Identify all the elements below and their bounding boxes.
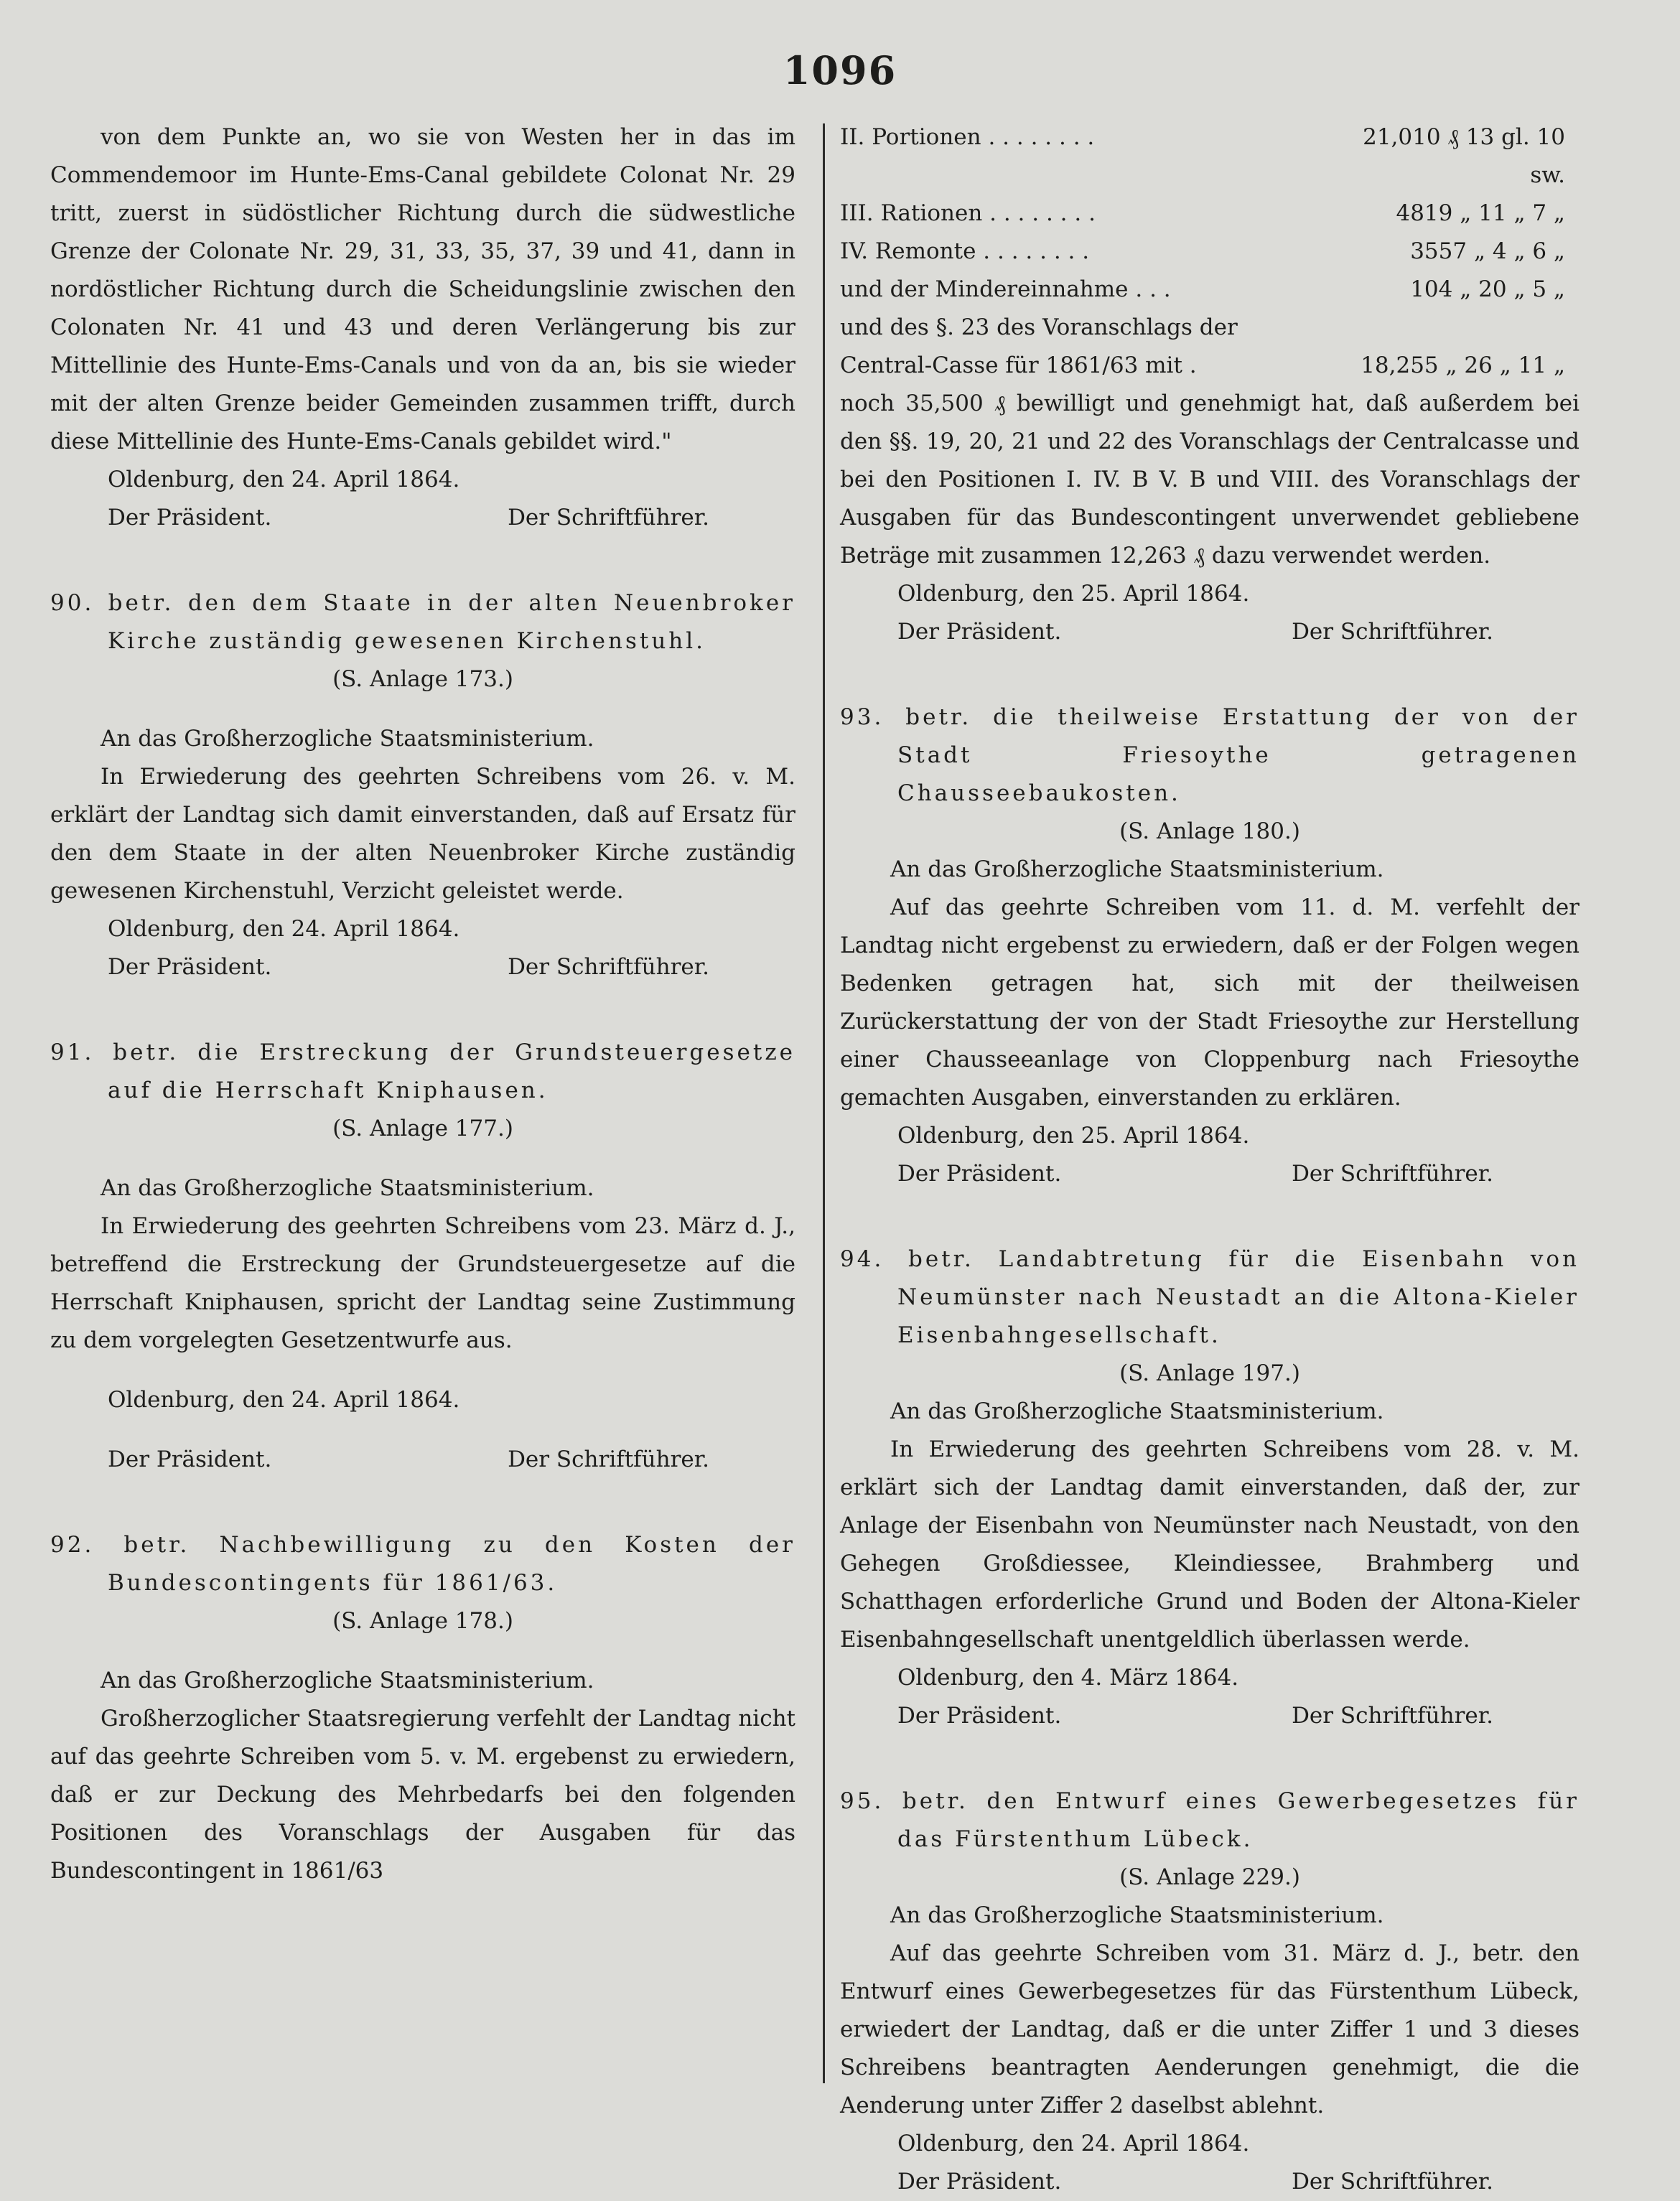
position-label: Central-Casse für 1861/63 mit . — [840, 352, 1197, 378]
section-93-body: Auf das geehrte Schreiben vom 11. d. M. verfehlt der Landtag nicht ergebenst zu erwiedern, daß er der Folgen wegen Bedenken getragen hat, sich mit der theilweisen Zurückerstattung der von der Stadt Friesoythe zur Herstellung einer Chausseeanlage von Cloppenburg nach Friesoythe gemachten Ausgaben, einverstanden zu erklären. — [840, 894, 1579, 1111]
section-93-reference: (S. Anlage 180.) — [1119, 818, 1300, 844]
section-94-body: In Erwiederung des geehrten Schreibens vom 28. v. M. erklärt sich der Landtag damit einverstanden, daß der, zur Anlage der Eisenbahn von Neumünster nach Neustadt, von den Gehegen Großdiessee, Kleindiessee, Brahmberg und Schatthagen erforderliche Grund und Boden der Altona-Kieler Eisenbahngesellschaft unentgeldlich überlassen werde. — [840, 1436, 1579, 1653]
section-94-addressee: An das Großherzogliche Staatsministerium. — [890, 1398, 1384, 1424]
section-91-heading: 91. betr. die Erstreckung der Grundsteuergesetze auf die Herrschaft Kniphausen. — [50, 1039, 795, 1103]
section-90-heading: 90. betr. den dem Staate in der alten Neuenbroker Kirche zuständig gewesenen Kirchenstuhl. — [50, 590, 795, 654]
column-divider — [823, 123, 825, 2083]
section-93-addressee: An das Großherzogliche Staatsministerium. — [890, 856, 1384, 882]
section-92-date: Oldenburg, den 25. April 1864. — [897, 581, 1250, 607]
section-90-body: In Erwiederung des geehrten Schreibens vom 26. v. M. erklärt der Landtag sich damit einverstanden, daß auf Ersatz für den dem Staate in der alten Neuenbroker Kirche zuständig gewesenen Kirchenstuhl, Verzicht geleistet werde. — [50, 764, 795, 904]
section-93-date: Oldenburg, den 25. April 1864. — [897, 1123, 1250, 1149]
section-91-addressee: An das Großherzogliche Staatsministerium. — [101, 1175, 594, 1201]
section-91-body: In Erwiederung des geehrten Schreibens vom 23. März d. J., betreffend die Erstreckung der Grundsteuergesetze auf die Herrschaft Kniphausen, spricht der Landtag seine Zustimmung zu dem vorgelegten Gesetzentwurfe aus. — [50, 1213, 795, 1353]
president-signature: Der Präsident. — [897, 1161, 1062, 1187]
president-signature: Der Präsident. — [897, 1703, 1062, 1729]
position-row — [840, 233, 1579, 271]
section-94-reference: (S. Anlage 197.) — [1119, 1360, 1300, 1386]
position-value: 18,255 „ 26 „ 11 „ — [1361, 352, 1565, 378]
section-92-reference: (S. Anlage 178.) — [332, 1608, 513, 1634]
section-90-date: Oldenburg, den 24. April 1864. — [108, 916, 460, 942]
president-signature: Der Präsident. — [897, 2169, 1062, 2195]
position-row — [840, 118, 1579, 195]
section-91-date: Oldenburg, den 24. April 1864. — [108, 1387, 460, 1413]
intro-paragraph: von dem Punkte an, wo sie von Westen her in das im Commendemoor im Hunte-Ems-Canal gebildete Colonat Nr. 29 tritt, zuerst in südöstlicher Richtung durch die südwestliche Grenze der Colonate Nr. 29, 31, 33, 35, 37, 39 und 41, dann in nordöstlicher Richtung durch die Scheidungslinie zwischen den Colonaten Nr. 41 und 43 und deren Verlängerung bis zur Mittellinie des Hunte-Ems-Canals und von da an, bis sie wieder mit der alten Grenze beider Gemeinden zusammen trifft, durch diese Mittellinie des Hunte-Ems-Canals gebildet wird." — [50, 124, 795, 454]
position-label: II. Portionen . . . . . . . . — [840, 124, 1095, 150]
section-92-continuation: noch 35,500 ₰ bewilligt und genehmigt hat, daß außerdem bei den §§. 19, 20, 21 und 22 des Voranschlags der Centralcasse und bei den Positionen I. IV. B V. B und VIII. des Voranschlags der Ausgaben für das Bundescontingent unverwendet gebliebene Beträge mit zusammen 12,263 ₰ dazu verwendet werden. — [840, 391, 1579, 569]
president-signature: Der Präsident. — [108, 954, 272, 980]
position-row — [840, 195, 1579, 233]
section-91-signatures — [50, 1441, 795, 1479]
position-label: IV. Remonte . . . . . . . . — [840, 238, 1090, 264]
section-92-heading: 92. betr. Nachbewilligung zu den Kosten der Bundescontingents für 1861/63. — [50, 1532, 795, 1596]
section-90-reference: (S. Anlage 173.) — [332, 666, 513, 692]
position-value: 4819 „ 11 „ 7 „ — [1396, 200, 1565, 226]
positions-tail-line: und des §. 23 des Voranschlags der — [840, 314, 1238, 340]
section-90-addressee: An das Großherzogliche Staatsministerium. — [101, 726, 594, 752]
page-number: 1096 — [783, 47, 897, 93]
left-column — [50, 118, 795, 1890]
section-95-body: Auf das geehrte Schreiben vom 31. März d. J., betr. den Entwurf eines Gewerbegesetzes für das Fürstenthum Lübeck, erwiedert der Landtag, daß er die unter Ziffer 1 und 3 dieses Schreibens beantragten Aenderungen genehmigt, die die Aenderung unter Ziffer 2 daselbst ablehnt. — [840, 1940, 1579, 2118]
section-95-reference: (S. Anlage 229.) — [1119, 1864, 1300, 1890]
position-row — [840, 271, 1579, 309]
secretary-signature: Der Schriftführer. — [1292, 1703, 1493, 1729]
president-signature: Der Präsident. — [108, 505, 272, 531]
positions-table — [840, 118, 1579, 385]
section-95-addressee: An das Großherzogliche Staatsministerium. — [890, 1902, 1384, 1928]
section-94-date: Oldenburg, den 4. März 1864. — [897, 1665, 1239, 1691]
position-row — [840, 347, 1579, 385]
position-label: und der Mindereinnahme . . . — [840, 276, 1171, 302]
intro-date: Oldenburg, den 24. April 1864. — [108, 467, 460, 492]
section-95-date: Oldenburg, den 24. April 1864. — [897, 2131, 1250, 2156]
position-value: 21,010 ₰ 13 gl. 10 sw. — [1363, 124, 1565, 188]
secretary-signature: Der Schriftführer. — [508, 505, 709, 531]
right-column — [840, 118, 1579, 2201]
section-92-addressee: An das Großherzogliche Staatsministerium. — [101, 1668, 594, 1693]
section-93-heading: 93. betr. die theilweise Erstattung der von der Stadt Friesoythe getragenen Chausseebaukosten. — [840, 704, 1579, 806]
secretary-signature: Der Schriftführer. — [508, 1447, 709, 1472]
president-signature: Der Präsident. — [108, 1447, 272, 1472]
position-value: 104 „ 20 „ 5 „ — [1410, 276, 1565, 302]
section-94-signatures — [840, 1697, 1579, 1735]
section-92-signatures — [840, 613, 1579, 651]
secretary-signature: Der Schriftführer. — [1292, 619, 1493, 645]
section-92-body: Großherzoglicher Staatsregierung verfehlt der Landtag nicht auf das geehrte Schreiben vom 5. v. M. ergebenst zu erwiedern, daß er zur Deckung des Mehrbedarfs bei den folgenden Positionen des Voranschlags der Ausgaben für das Bundescontingent in 1861/63 — [50, 1706, 795, 1884]
section-94-heading: 94. betr. Landabtretung für die Eisenbahn von Neumünster nach Neustadt an die Altona-Kieler Eisenbahngesellschaft. — [840, 1246, 1579, 1348]
section-95-signatures — [840, 2163, 1579, 2201]
secretary-signature: Der Schriftführer. — [1292, 1161, 1493, 1187]
section-93-signatures — [840, 1155, 1579, 1193]
position-value: 3557 „ 4 „ 6 „ — [1410, 238, 1565, 264]
section-95-heading: 95. betr. den Entwurf eines Gewerbegesetzes für das Fürstenthum Lübeck. — [840, 1788, 1579, 1852]
section-91-reference: (S. Anlage 177.) — [332, 1116, 513, 1141]
intro-signatures — [50, 499, 795, 537]
section-90-signatures — [50, 948, 795, 986]
secretary-signature: Der Schriftführer. — [1292, 2169, 1493, 2195]
position-label: III. Rationen . . . . . . . . — [840, 200, 1096, 226]
president-signature: Der Präsident. — [897, 619, 1062, 645]
secretary-signature: Der Schriftführer. — [508, 954, 709, 980]
